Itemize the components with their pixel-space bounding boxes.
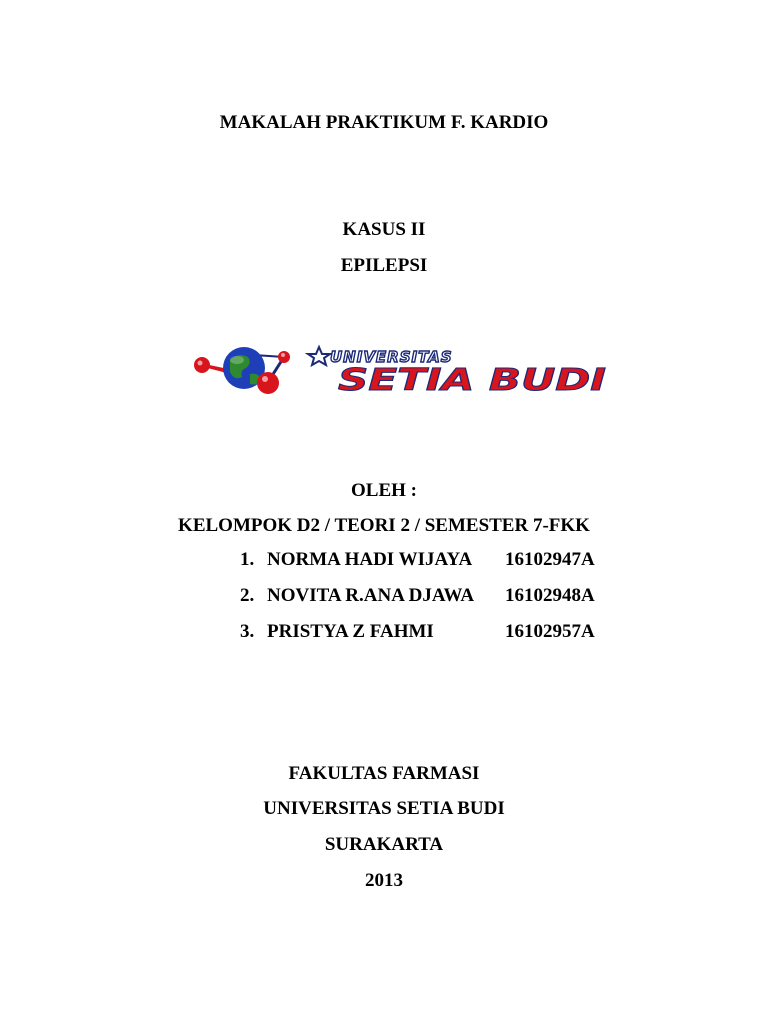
molecule-globe-icon	[194, 347, 290, 394]
member-name: PRISTYA Z FAHMI	[267, 621, 434, 642]
university-name: UNIVERSITAS SETIA BUDI	[263, 798, 505, 819]
city: SURAKARTA	[324, 834, 444, 855]
report-title: MAKALAH PRAKTIKUM F. KARDIO	[219, 112, 549, 133]
case-topic: EPILEPSI	[340, 255, 428, 276]
logo-word-bottom: SETIA BUDI	[338, 363, 606, 398]
faculty: FAKULTAS FARMASI	[288, 763, 480, 784]
logo-word-top: UNIVERSITAS	[330, 348, 453, 366]
member-number: 1.	[240, 549, 255, 570]
member-name: NORMA HADI WIJAYA	[267, 549, 473, 570]
case-number: KASUS II	[342, 219, 426, 240]
university-logo	[180, 338, 622, 404]
member-nim: 16102947A	[505, 549, 595, 570]
member-nim: 16102948A	[505, 585, 595, 606]
logo-star-icon	[308, 347, 330, 365]
group-info: KELOMPOK D2 / TEORI 2 / SEMESTER 7-FKK	[178, 515, 590, 536]
member-number: 2.	[240, 585, 255, 606]
member-number: 3.	[240, 621, 255, 642]
year: 2013	[365, 870, 403, 891]
member-nim: 16102957A	[505, 621, 595, 642]
member-name: NOVITA R.ANA DJAWA	[267, 585, 475, 606]
by-label: OLEH :	[351, 480, 417, 501]
